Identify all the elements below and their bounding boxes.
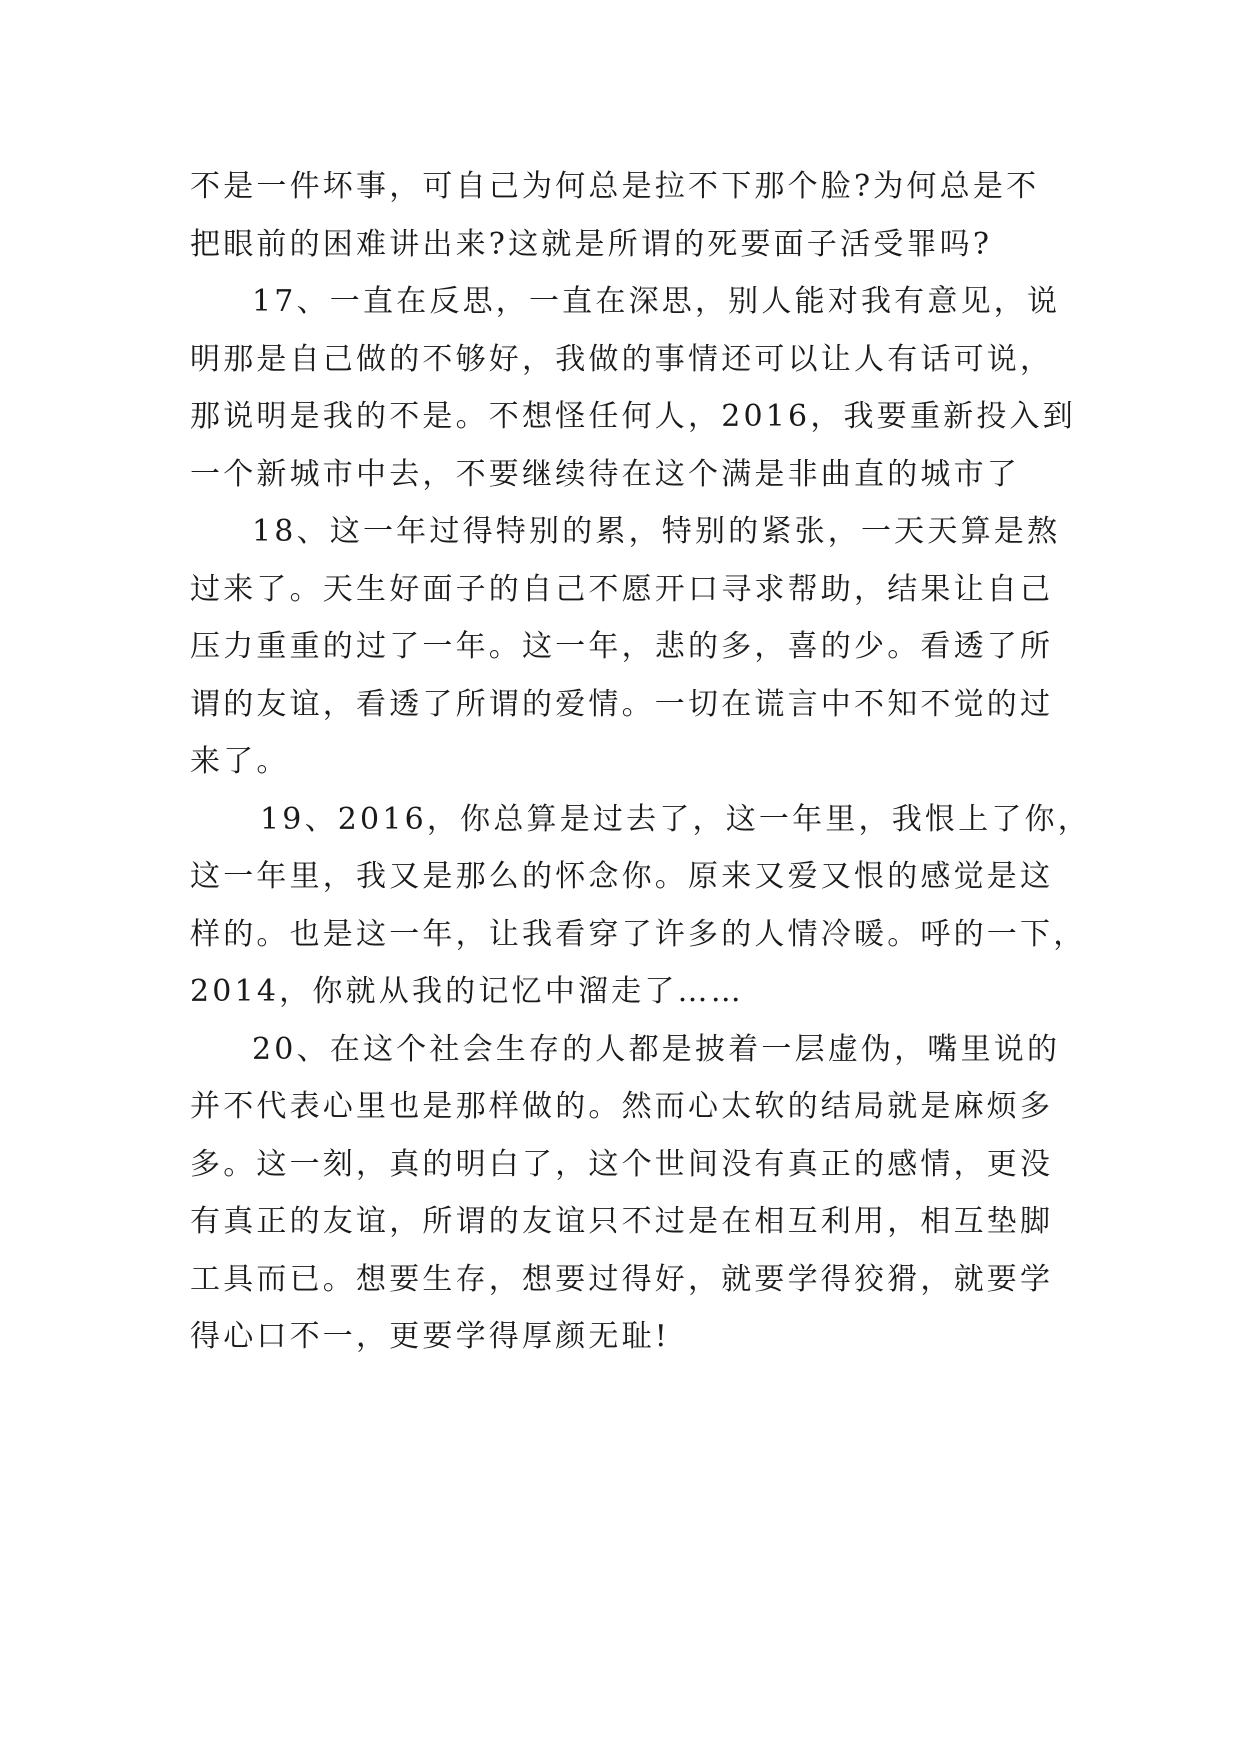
text-line: 明那是自己做的不够好，我做的事情还可以让人有话可说，	[190, 341, 1054, 377]
text-line: 多。这一刻，真的明白了，这个世间没有真正的感情，更没	[190, 1146, 1054, 1182]
paragraph-17	[190, 273, 1076, 503]
text-line: 20、在这个社会生存的人都是披着一层虚伪，嘴里说的	[252, 1031, 1061, 1067]
text-line: 过来了。天生好面子的自己不愿开口寻求帮助，结果让自己	[190, 571, 1054, 607]
paragraph-16-continuation	[190, 158, 1050, 273]
text-line: 19、2016，你总算是过去了，这一年里，我恨上了你，	[260, 801, 1091, 837]
paragraph-18	[190, 503, 1061, 791]
text-line: 那说明是我的不是。不想怪任何人，2016，我要重新投入到	[190, 399, 1076, 434]
text-line: 工具而已。想要生存，想要过得好，就要学得狡猾，就要学	[190, 1261, 1054, 1297]
text-line: 17、一直在反思，一直在深思，别人能对我有意见，说	[252, 284, 1061, 319]
text-line: 把眼前的困难讲出来?这就是所谓的死要面子活受罪吗?	[190, 226, 993, 262]
text-line: 并不代表心里也是那样做的。然而心太软的结局就是麻烦多	[190, 1089, 1054, 1124]
text-line: 压力重重的过了一年。这一年，悲的多，喜的少。看透了所	[190, 629, 1054, 664]
paragraph-19	[190, 791, 1091, 1021]
text-line: 谓的友谊，看透了所谓的爱情。一切在谎言中不知不觉的过	[190, 686, 1054, 722]
text-line: 2014，你就从我的记忆中溜走了……	[190, 974, 744, 1009]
text-line: 来了。	[190, 744, 290, 779]
text-line: 样的。也是这一年，让我看穿了许多的人情冷暖。呼的一下，	[190, 916, 1087, 952]
text-line: 18、这一年过得特别的累，特别的紧张，一天天算是熬	[252, 514, 1061, 549]
text-line: 一个新城市中去，不要继续待在这个满是非曲直的城市了	[190, 456, 1020, 492]
document-body	[190, 158, 1091, 1366]
text-line: 有真正的友谊，所谓的友谊只不过是在相互利用，相互垫脚	[190, 1204, 1054, 1239]
text-line: 这一年里，我又是那么的怀念你。原来又爱又恨的感觉是这	[190, 859, 1054, 894]
text-line: 得心口不一，更要学得厚颜无耻!	[190, 1319, 671, 1354]
paragraph-20	[190, 1021, 1061, 1366]
text-line: 不是一件坏事，可自己为何总是拉不下那个脸?为何总是不	[190, 169, 1040, 204]
